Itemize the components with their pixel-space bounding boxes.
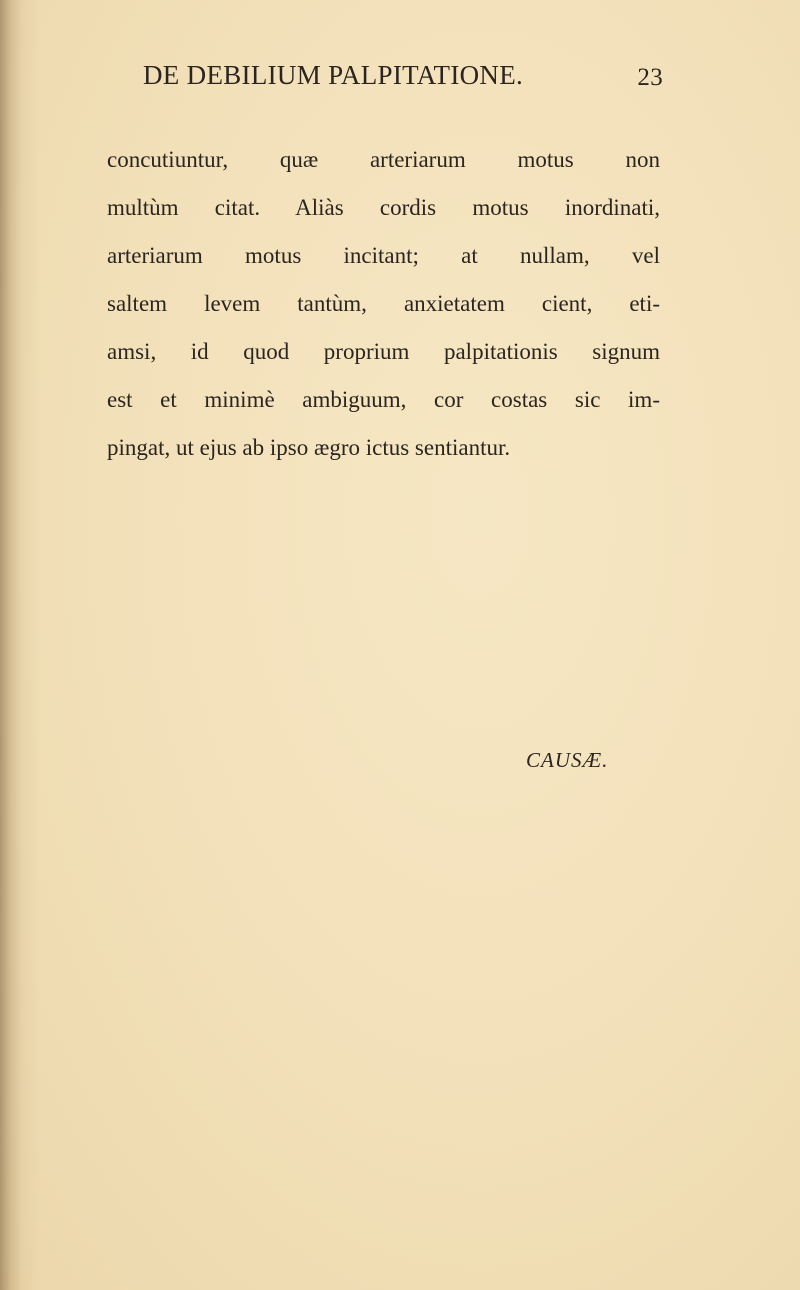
text-line: est et minimè ambiguum, cor costas sic im- (107, 387, 660, 412)
text-line: multùm citat. Aliàs cordis motus inordinati, (107, 195, 660, 220)
catchword: CAUSÆ. (526, 748, 609, 772)
page-number: 23 (637, 64, 663, 91)
text-line: saltem levem tantùm, anxietatem cient, eti- (107, 291, 660, 316)
text-line: pingat, ut ejus ab ipso ægro ictus sentiantur. (107, 435, 511, 460)
running-title: DE DEBILIUM PALPITATIONE. (143, 60, 524, 90)
text-line: concutiuntur, quæ arteriarum motus non (107, 147, 660, 172)
body-paragraph (107, 136, 660, 472)
text-line: arteriarum motus incitant; at nullam, vel (107, 243, 660, 268)
text-line: amsi, id quod proprium palpitationis signum (107, 339, 660, 364)
running-head (143, 60, 663, 100)
